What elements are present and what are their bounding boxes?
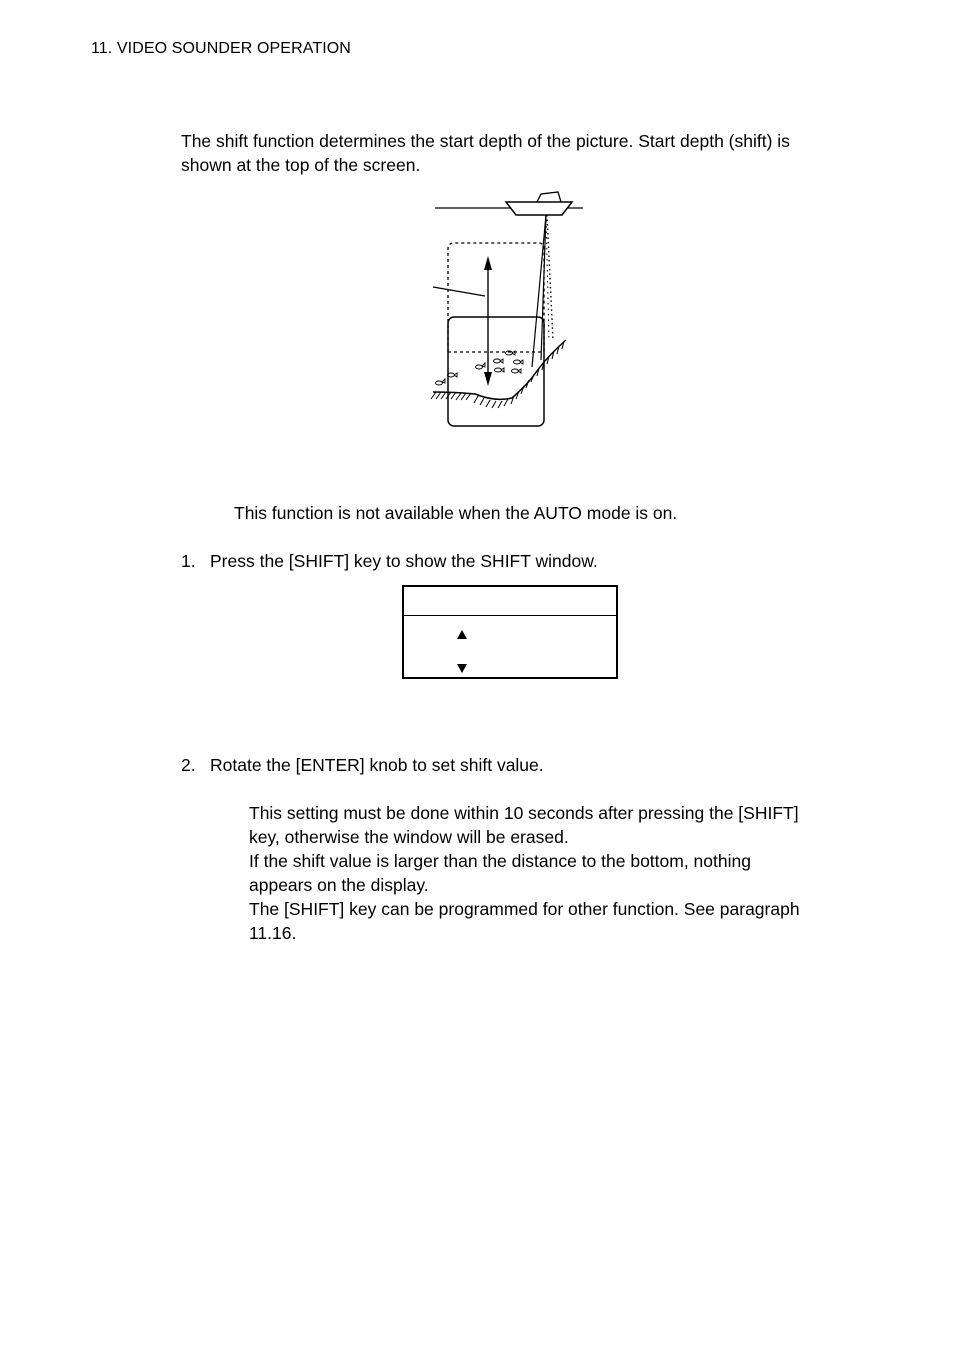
step-1: [181, 549, 598, 573]
note-line: If the shift value is larger than the distance to the bottom, nothing: [249, 851, 751, 871]
step-2: [181, 753, 544, 777]
step-text: Rotate the [ENTER] knob to set shift value.: [210, 755, 544, 775]
step-number: 1.: [181, 551, 196, 571]
boat-icon: [506, 192, 572, 215]
note-line: 11.16.: [249, 923, 297, 943]
section-header: 11. VIDEO SOUNDER OPERATION: [91, 40, 351, 57]
auto-mode-note: This function is not available when the AUTO mode is on.: [234, 503, 678, 523]
triangle-up-icon: [457, 630, 467, 639]
intro-line-1: The shift function determines the start depth of the picture. Start depth (shift) is: [181, 131, 790, 151]
shift-window: [402, 585, 618, 679]
step-number: 2.: [181, 755, 196, 775]
intro-paragraph: [181, 129, 841, 177]
step-text: Press the [SHIFT] key to show the SHIFT window.: [210, 551, 598, 571]
note-line: appears on the display.: [249, 875, 429, 895]
triangle-down-icon: [457, 664, 467, 673]
notes-block: [249, 801, 849, 945]
note-line: This setting must be done within 10 seconds after pressing the [SHIFT]: [249, 803, 799, 823]
note-line: The [SHIFT] key can be programmed for other function. See paragraph: [249, 899, 800, 919]
shift-diagram: [420, 185, 590, 435]
shift-window-title-bar: [404, 587, 616, 616]
intro-line-2: shown at the top of the screen.: [181, 155, 421, 175]
note-line: key, otherwise the window will be erased.: [249, 827, 569, 847]
